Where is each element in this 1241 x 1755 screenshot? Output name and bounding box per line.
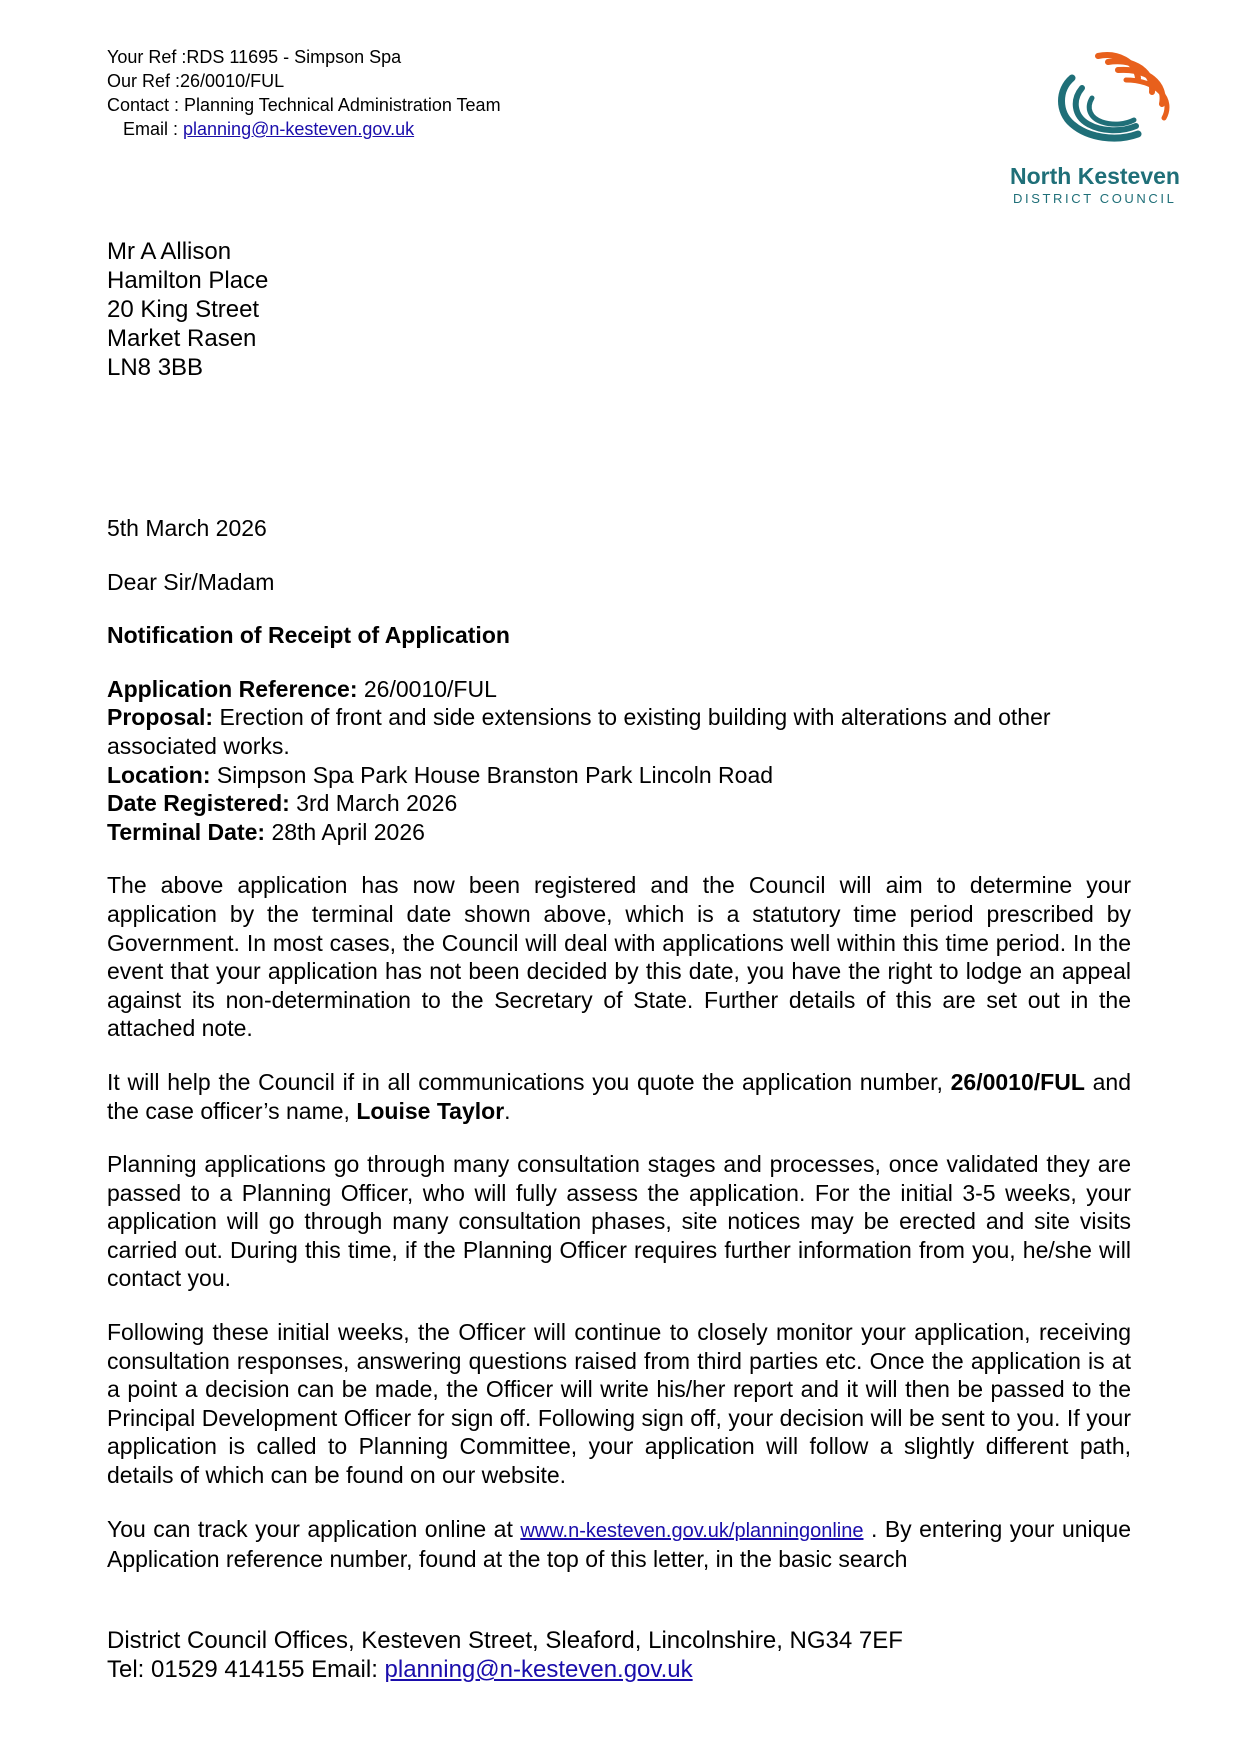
- letter-body: [107, 514, 1131, 1599]
- paragraph-5: [107, 1515, 1131, 1574]
- application-details: [107, 675, 1131, 847]
- footer-tel: Tel: 01529 414155 Email:: [107, 1656, 385, 1683]
- council-logo: [1010, 48, 1210, 208]
- proposal-row: [107, 704, 1051, 759]
- app-ref-label: Application Reference:: [107, 675, 358, 702]
- paragraph-2: [107, 1068, 1131, 1125]
- paragraph-3: Planning applications go through many consultation stages and processes, once validated they are passed to a Planning Officer, who will fully assess the application. For the initial 3-5 weeks, your application will go through many consultation phases, site notices may be erected and site visits carried out. During this time, if the Planning Officer requires further information from you, he/she will contact you.: [107, 1151, 1131, 1292]
- date-registered-row: [107, 790, 457, 816]
- footer-address: District Council Offices, Kesteven Street, Sleaford, Lincolnshire, NG34 7EF: [107, 1627, 903, 1654]
- address-line-1: Hamilton Place: [107, 267, 269, 294]
- para2-text-b: and the case officer’s name,: [107, 1068, 1131, 1124]
- your-ref: Your Ref :RDS 11695 - Simpson Spa: [107, 47, 402, 67]
- date-registered-label: Date Registered:: [107, 790, 290, 817]
- contact: Contact : Planning Technical Administration Team: [107, 95, 501, 115]
- address-line-2: 20 King Street: [107, 296, 260, 323]
- recipient-name: Mr A Allison: [107, 238, 232, 265]
- terminal-date-value: 28th April 2026: [265, 818, 425, 845]
- email-label: Email :: [123, 119, 184, 139]
- email-line: [107, 117, 501, 141]
- date-registered-value: 3rd March 2026: [289, 790, 458, 817]
- location-value: Simpson Spa Park House Branston Park Lincoln Road: [210, 761, 774, 788]
- para5-text-a: You can track your application online at: [107, 1515, 521, 1542]
- location-row: [107, 762, 773, 788]
- app-ref-row: [107, 676, 497, 702]
- footer: [107, 1626, 903, 1684]
- proposal-value: Erection of front and side extensions to existing building with alterations and other associated works.: [107, 704, 1051, 759]
- location-label: Location:: [107, 761, 211, 788]
- terminal-date-label: Terminal Date:: [107, 818, 266, 845]
- subject: [107, 621, 1131, 650]
- case-officer-name: Louise Taylor: [356, 1097, 505, 1124]
- planning-online-link[interactable]: www.n-kesteven.gov.uk/planningonline: [520, 1519, 864, 1542]
- footer-email-link[interactable]: planning@n-kesteven.gov.uk: [384, 1656, 693, 1683]
- address-line-3: Market Rasen: [107, 325, 257, 352]
- reference-block: [107, 45, 501, 141]
- logo-subtitle: DISTRICT COUNCIL: [1013, 191, 1177, 206]
- footer-contact: [107, 1655, 903, 1684]
- para2-app-number: 26/0010/FUL: [950, 1068, 1085, 1095]
- recipient-address: [107, 237, 268, 382]
- subject-text: Notification of Receipt of Application: [107, 622, 510, 649]
- para2-text-c: .: [504, 1097, 511, 1124]
- salutation: Dear Sir/Madam: [107, 568, 275, 595]
- app-ref-value: 26/0010/FUL: [357, 675, 497, 702]
- paragraph-1: The above application has now been registered and the Council will aim to determine your application by the terminal date shown above, which is a statutory time period prescribed by Government. In most cases, the Council will deal with applications well within this time period. In the event that your application has not been decided by this date, you have the right to lodge an appeal against its non-determination to the Secretary of State. Further details of this are set out in the attached note.: [107, 872, 1131, 1042]
- letter-date: 5th March 2026: [107, 515, 267, 541]
- swirl-logo-icon: [1038, 48, 1198, 158]
- paragraph-4: Following these initial weeks, the Officer will continue to closely monitor your application, receiving consultation responses, answering questions raised from third parties etc. Once the application is at a point a decision can be made, the Officer will write his/her report and it will then be passed to the Principal Development Officer for sign off. Following sign off, your decision will be sent to you. If your application is called to Planning Committee, your application will follow a slightly different path, details of which can be found on our website.: [107, 1319, 1131, 1489]
- terminal-date-row: [107, 819, 425, 845]
- para5-text-b: . By entering your unique Application reference number, found at the top of this letter, in the basic search: [107, 1515, 1132, 1573]
- our-ref: Our Ref :26/0010/FUL: [107, 71, 285, 91]
- logo-name: North Kesteven: [1010, 163, 1180, 189]
- para2-text-a: It will help the Council if in all communications you quote the application number,: [107, 1068, 951, 1095]
- postcode: LN8 3BB: [107, 354, 204, 381]
- proposal-label: Proposal:: [107, 704, 214, 731]
- email-link[interactable]: planning@n-kesteven.gov.uk: [183, 119, 415, 139]
